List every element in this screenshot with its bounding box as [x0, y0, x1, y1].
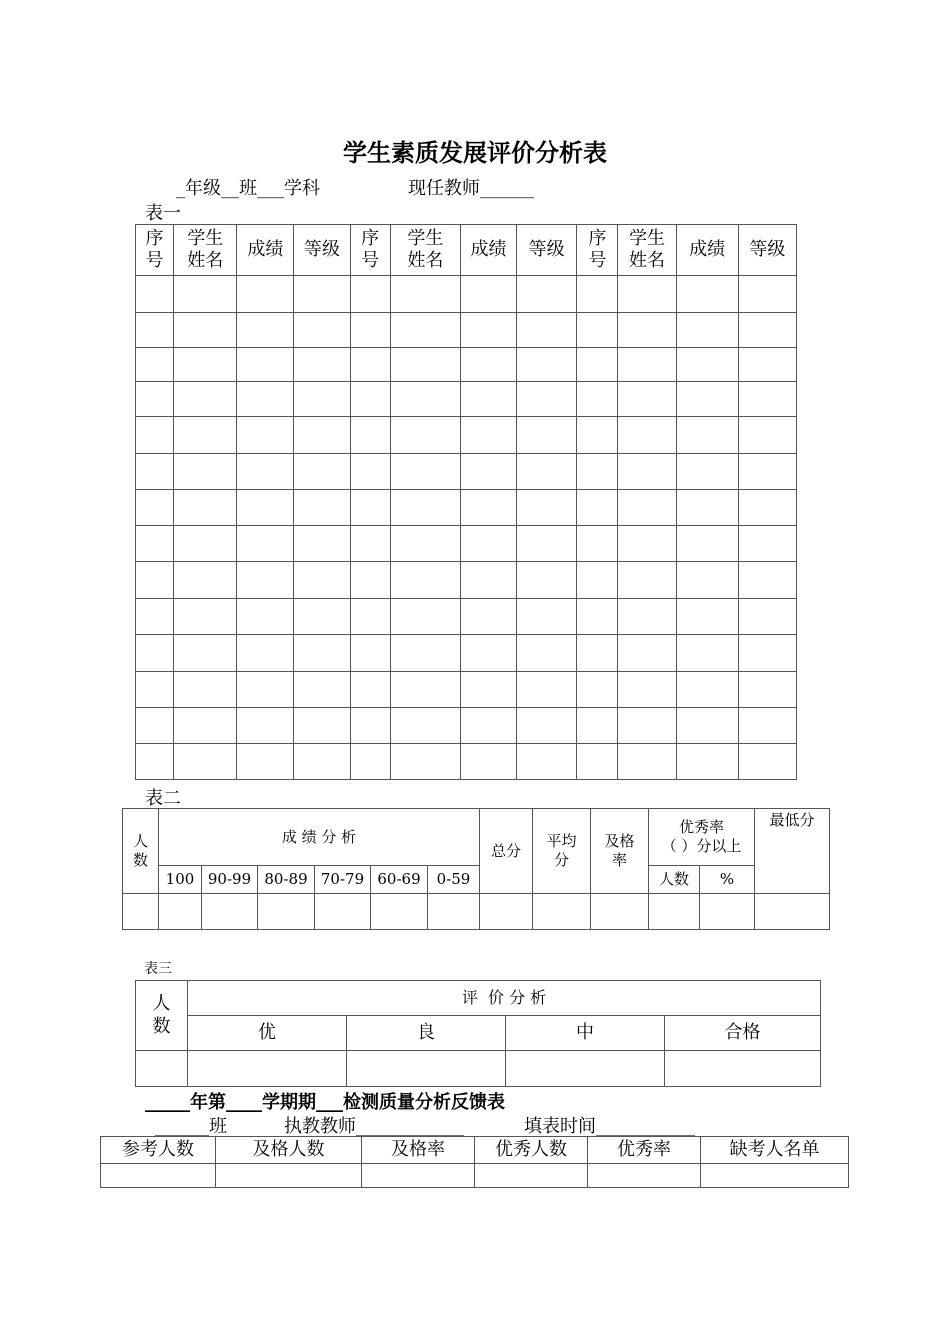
- score-analysis-table: [122, 808, 830, 930]
- input-cell[interactable]: [676, 526, 738, 562]
- input-cell[interactable]: [237, 526, 294, 562]
- input-cell[interactable]: [517, 348, 577, 382]
- table-row: [136, 276, 797, 313]
- input-cell[interactable]: [460, 599, 516, 635]
- input-cell[interactable]: [136, 599, 174, 635]
- class-blank[interactable]: ______: [155, 1116, 209, 1137]
- input-cell[interactable]: [591, 894, 649, 930]
- table-row: [136, 313, 797, 348]
- input-cell[interactable]: [136, 672, 174, 708]
- header-absent-list: 缺考人名单: [701, 1137, 849, 1164]
- input-cell[interactable]: [390, 708, 460, 744]
- input-cell[interactable]: [237, 276, 294, 313]
- input-cell[interactable]: [676, 562, 738, 599]
- input-cell[interactable]: [618, 708, 676, 744]
- input-cell[interactable]: [517, 454, 577, 490]
- input-cell[interactable]: [136, 1051, 188, 1087]
- input-cell[interactable]: [174, 526, 237, 562]
- input-cell[interactable]: [350, 599, 390, 635]
- input-cell[interactable]: [188, 1051, 347, 1087]
- term-blank[interactable]: ____: [226, 1092, 262, 1113]
- input-cell[interactable]: [577, 562, 618, 599]
- col-header-grade: 等级: [294, 225, 350, 276]
- input-cell[interactable]: [390, 635, 460, 672]
- input-cell[interactable]: [460, 382, 516, 417]
- input-cell[interactable]: [676, 635, 738, 672]
- table3-input-row: [136, 1051, 821, 1087]
- input-cell[interactable]: [676, 417, 738, 454]
- input-cell[interactable]: [577, 599, 618, 635]
- feedback-teacher-info: 执教教师____________: [284, 1116, 464, 1137]
- input-cell[interactable]: [676, 672, 738, 708]
- input-cell[interactable]: [738, 708, 796, 744]
- range-100: 100: [159, 866, 202, 894]
- teacher-label: 现任教师: [408, 178, 480, 199]
- input-cell[interactable]: [517, 382, 577, 417]
- input-cell[interactable]: [362, 1164, 475, 1188]
- input-cell[interactable]: [738, 562, 796, 599]
- input-cell[interactable]: [258, 894, 315, 930]
- table-row: [136, 599, 797, 635]
- input-cell[interactable]: [136, 490, 174, 526]
- input-cell[interactable]: [738, 526, 796, 562]
- header-pass-count: 及格人数: [216, 1137, 362, 1164]
- input-cell[interactable]: [350, 276, 390, 313]
- input-cell[interactable]: [480, 894, 533, 930]
- input-cell[interactable]: [618, 526, 676, 562]
- input-cell[interactable]: [517, 562, 577, 599]
- col-header-grade: 等级: [517, 225, 577, 276]
- input-cell[interactable]: [428, 894, 480, 930]
- header-excellent-rate: 优秀率: [588, 1137, 701, 1164]
- input-cell[interactable]: [517, 708, 577, 744]
- input-cell[interactable]: [577, 744, 618, 780]
- input-cell[interactable]: [390, 382, 460, 417]
- input-cell[interactable]: [390, 313, 460, 348]
- input-cell[interactable]: [237, 382, 294, 417]
- input-cell[interactable]: [577, 672, 618, 708]
- evaluation-header: 评 价 分 析: [188, 981, 821, 1016]
- pass-rate-header: 及格率: [591, 809, 649, 894]
- input-cell[interactable]: [517, 635, 577, 672]
- year-blank[interactable]: _____: [145, 1092, 190, 1113]
- feedback-fill-time: 填表时间___________: [524, 1116, 695, 1137]
- table-row: [136, 417, 797, 454]
- input-cell[interactable]: [390, 490, 460, 526]
- table2-label: 表二: [145, 788, 181, 809]
- input-cell[interactable]: [350, 672, 390, 708]
- input-cell[interactable]: [577, 454, 618, 490]
- level-excellent: 优: [188, 1016, 347, 1051]
- col-header-name: 学生姓名: [390, 225, 460, 276]
- input-cell[interactable]: [174, 599, 237, 635]
- input-cell[interactable]: [390, 417, 460, 454]
- input-cell[interactable]: [237, 708, 294, 744]
- input-cell[interactable]: [588, 1164, 701, 1188]
- people-count-header: 人数: [123, 809, 159, 894]
- table-row: [136, 562, 797, 599]
- teacher-blank[interactable]: ____________: [356, 1116, 464, 1137]
- excellent-threshold-blank[interactable]: （ ）分以上: [661, 837, 742, 855]
- input-cell[interactable]: [136, 562, 174, 599]
- input-cell[interactable]: [460, 526, 516, 562]
- input-cell[interactable]: [237, 562, 294, 599]
- input-cell[interactable]: [136, 635, 174, 672]
- input-cell[interactable]: [237, 490, 294, 526]
- feedback-title: _____年第____学期期___检测质量分析反馈表: [145, 1092, 505, 1113]
- table-row: [136, 672, 797, 708]
- input-cell[interactable]: [460, 348, 516, 382]
- table-row: [136, 382, 797, 417]
- input-cell[interactable]: [390, 526, 460, 562]
- input-cell[interactable]: [294, 562, 350, 599]
- input-cell[interactable]: [460, 454, 516, 490]
- input-cell[interactable]: [174, 744, 237, 780]
- input-cell[interactable]: [136, 417, 174, 454]
- input-cell[interactable]: [350, 635, 390, 672]
- input-cell[interactable]: [577, 348, 618, 382]
- input-cell[interactable]: [237, 744, 294, 780]
- level-pass: 合格: [665, 1016, 821, 1051]
- input-cell[interactable]: [460, 417, 516, 454]
- input-cell[interactable]: [460, 276, 516, 313]
- input-cell[interactable]: [294, 526, 350, 562]
- input-cell[interactable]: [577, 417, 618, 454]
- range-80-89: 80-89: [258, 866, 315, 894]
- header-excellent-count: 优秀人数: [475, 1137, 588, 1164]
- input-cell[interactable]: [577, 313, 618, 348]
- input-cell[interactable]: [533, 894, 591, 930]
- input-cell[interactable]: [294, 313, 350, 348]
- input-cell[interactable]: [390, 276, 460, 313]
- table2-input-row: [123, 894, 830, 930]
- input-cell[interactable]: [237, 454, 294, 490]
- input-cell[interactable]: [460, 313, 516, 348]
- input-cell[interactable]: [174, 708, 237, 744]
- input-cell[interactable]: [738, 454, 796, 490]
- input-cell[interactable]: [174, 672, 237, 708]
- input-cell[interactable]: [350, 708, 390, 744]
- input-cell[interactable]: [700, 894, 755, 930]
- input-cell[interactable]: [390, 454, 460, 490]
- feedback-table: [100, 1136, 849, 1188]
- input-cell[interactable]: [350, 526, 390, 562]
- input-cell[interactable]: [174, 490, 237, 526]
- table-row: [136, 454, 797, 490]
- input-cell[interactable]: [237, 635, 294, 672]
- range-60-69: 60-69: [371, 866, 428, 894]
- input-cell[interactable]: [517, 672, 577, 708]
- input-cell[interactable]: [676, 382, 738, 417]
- input-cell[interactable]: [136, 382, 174, 417]
- grade-label: 年级: [185, 178, 221, 199]
- input-cell[interactable]: [618, 562, 676, 599]
- input-cell[interactable]: [294, 599, 350, 635]
- col-header-score: 成绩: [676, 225, 738, 276]
- input-cell[interactable]: [618, 744, 676, 780]
- input-cell[interactable]: [738, 672, 796, 708]
- input-cell[interactable]: [517, 744, 577, 780]
- input-cell[interactable]: [294, 276, 350, 313]
- input-cell[interactable]: [676, 744, 738, 780]
- input-cell[interactable]: [390, 348, 460, 382]
- input-cell[interactable]: [101, 1164, 216, 1188]
- input-cell[interactable]: [517, 313, 577, 348]
- input-cell[interactable]: [294, 490, 350, 526]
- input-cell[interactable]: [676, 276, 738, 313]
- input-cell[interactable]: [136, 454, 174, 490]
- input-cell[interactable]: [390, 599, 460, 635]
- people-count-header: 人数: [136, 981, 188, 1051]
- input-cell[interactable]: [460, 744, 516, 780]
- input-cell[interactable]: [174, 276, 237, 313]
- input-cell[interactable]: [294, 348, 350, 382]
- input-cell[interactable]: [676, 708, 738, 744]
- input-cell[interactable]: [577, 382, 618, 417]
- input-cell[interactable]: [174, 635, 237, 672]
- col-header-index: 序号: [577, 225, 618, 276]
- input-cell[interactable]: [701, 1164, 849, 1188]
- level-good: 良: [347, 1016, 506, 1051]
- total-score-header: 总分: [480, 809, 533, 894]
- feedback-class-info: ______班: [155, 1116, 227, 1137]
- input-cell[interactable]: [618, 454, 676, 490]
- input-cell[interactable]: [294, 382, 350, 417]
- input-cell[interactable]: [738, 276, 796, 313]
- input-cell[interactable]: [676, 313, 738, 348]
- input-cell[interactable]: [517, 599, 577, 635]
- input-cell[interactable]: [618, 417, 676, 454]
- input-cell[interactable]: [237, 417, 294, 454]
- col-header-name: 学生姓名: [618, 225, 676, 276]
- input-cell[interactable]: [294, 744, 350, 780]
- input-cell[interactable]: [294, 454, 350, 490]
- input-cell[interactable]: [237, 348, 294, 382]
- input-cell[interactable]: [738, 599, 796, 635]
- student-score-table: [135, 224, 797, 780]
- table-row: [136, 708, 797, 744]
- input-cell[interactable]: [755, 894, 830, 930]
- subject-blank[interactable]: ___: [257, 178, 284, 199]
- input-cell[interactable]: [136, 708, 174, 744]
- input-cell[interactable]: [577, 635, 618, 672]
- input-cell[interactable]: [738, 490, 796, 526]
- fill-time-blank[interactable]: ___________: [596, 1116, 695, 1137]
- input-cell[interactable]: [460, 562, 516, 599]
- input-cell[interactable]: [618, 382, 676, 417]
- col-header-score: 成绩: [460, 225, 516, 276]
- input-cell[interactable]: [577, 708, 618, 744]
- input-cell[interactable]: [618, 276, 676, 313]
- input-cell[interactable]: [159, 894, 202, 930]
- class-label: 班: [239, 178, 257, 199]
- input-cell[interactable]: [315, 894, 371, 930]
- input-cell[interactable]: [350, 313, 390, 348]
- input-cell[interactable]: [350, 562, 390, 599]
- input-cell[interactable]: [350, 454, 390, 490]
- page-title: 学生素质发展评价分析表: [343, 139, 607, 167]
- table-row: [136, 744, 797, 780]
- input-cell[interactable]: [649, 894, 700, 930]
- input-cell[interactable]: [738, 635, 796, 672]
- input-cell[interactable]: [460, 635, 516, 672]
- input-cell[interactable]: [390, 562, 460, 599]
- input-cell[interactable]: [294, 417, 350, 454]
- input-cell[interactable]: [665, 1051, 821, 1087]
- input-cell[interactable]: [237, 313, 294, 348]
- input-cell[interactable]: [475, 1164, 588, 1188]
- table-row: [136, 348, 797, 382]
- input-cell[interactable]: [174, 348, 237, 382]
- input-cell[interactable]: [517, 417, 577, 454]
- input-cell[interactable]: [460, 708, 516, 744]
- exam-blank[interactable]: ___: [316, 1092, 343, 1113]
- range-70-79: 70-79: [315, 866, 371, 894]
- input-cell[interactable]: [676, 348, 738, 382]
- input-cell[interactable]: [350, 744, 390, 780]
- input-cell[interactable]: [618, 313, 676, 348]
- input-cell[interactable]: [174, 382, 237, 417]
- grade-blank[interactable]: _: [176, 178, 185, 199]
- col-header-grade: 等级: [738, 225, 796, 276]
- excellent-percent-header: %: [700, 866, 755, 894]
- class-info-line: [176, 174, 320, 200]
- input-cell[interactable]: [517, 276, 577, 313]
- input-cell[interactable]: [517, 490, 577, 526]
- input-cell[interactable]: [618, 490, 676, 526]
- input-cell[interactable]: [174, 454, 237, 490]
- level-medium: 中: [506, 1016, 665, 1051]
- input-cell[interactable]: [676, 454, 738, 490]
- input-cell[interactable]: [460, 672, 516, 708]
- score-analysis-header: 成 绩 分 析: [159, 809, 480, 866]
- input-cell[interactable]: [618, 635, 676, 672]
- input-cell[interactable]: [676, 599, 738, 635]
- header-pass-rate: 及格率: [362, 1137, 475, 1164]
- table1-header-row: [136, 225, 797, 276]
- input-cell[interactable]: [738, 382, 796, 417]
- input-cell[interactable]: [237, 672, 294, 708]
- input-cell[interactable]: [390, 744, 460, 780]
- table-row: [136, 635, 797, 672]
- col-header-index: 序号: [136, 225, 174, 276]
- range-0-59: 0-59: [428, 866, 480, 894]
- average-score-header: 平均分: [533, 809, 591, 894]
- input-cell[interactable]: [202, 894, 258, 930]
- feedback-input-row: [101, 1164, 849, 1188]
- input-cell[interactable]: [506, 1051, 665, 1087]
- input-cell[interactable]: [216, 1164, 362, 1188]
- input-cell[interactable]: [390, 672, 460, 708]
- evaluation-table: [135, 980, 821, 1087]
- col-header-score: 成绩: [237, 225, 294, 276]
- input-cell[interactable]: [136, 526, 174, 562]
- input-cell[interactable]: [676, 490, 738, 526]
- teacher-info: [408, 174, 534, 200]
- table1-label: 表一: [145, 203, 181, 224]
- input-cell[interactable]: [350, 348, 390, 382]
- input-cell[interactable]: [577, 276, 618, 313]
- input-cell[interactable]: [174, 417, 237, 454]
- input-cell[interactable]: [136, 744, 174, 780]
- input-cell[interactable]: [618, 672, 676, 708]
- input-cell[interactable]: [174, 313, 237, 348]
- input-cell[interactable]: [517, 526, 577, 562]
- input-cell[interactable]: [738, 348, 796, 382]
- input-cell[interactable]: [347, 1051, 506, 1087]
- excellent-rate-header: 优秀率 （ ）分以上: [649, 809, 755, 866]
- input-cell[interactable]: [136, 276, 174, 313]
- col-header-name: 学生姓名: [174, 225, 237, 276]
- input-cell[interactable]: [618, 348, 676, 382]
- table-row: [136, 490, 797, 526]
- teacher-blank[interactable]: ______: [480, 178, 534, 199]
- input-cell[interactable]: [294, 635, 350, 672]
- input-cell[interactable]: [136, 313, 174, 348]
- subject-label: 学科: [284, 178, 320, 199]
- range-90-99: 90-99: [202, 866, 258, 894]
- input-cell[interactable]: [618, 599, 676, 635]
- input-cell[interactable]: [136, 348, 174, 382]
- input-cell[interactable]: [460, 490, 516, 526]
- input-cell[interactable]: [371, 894, 428, 930]
- input-cell[interactable]: [577, 490, 618, 526]
- input-cell[interactable]: [294, 672, 350, 708]
- header-participants: 参考人数: [101, 1137, 216, 1164]
- input-cell[interactable]: [123, 894, 159, 930]
- input-cell[interactable]: [174, 562, 237, 599]
- input-cell[interactable]: [350, 382, 390, 417]
- input-cell[interactable]: [350, 490, 390, 526]
- table-row: [136, 526, 797, 562]
- input-cell[interactable]: [350, 417, 390, 454]
- input-cell[interactable]: [738, 417, 796, 454]
- lowest-score-header: 最低分: [755, 809, 830, 894]
- class-blank[interactable]: __: [221, 178, 239, 199]
- input-cell[interactable]: [738, 313, 796, 348]
- input-cell[interactable]: [294, 708, 350, 744]
- input-cell[interactable]: [577, 526, 618, 562]
- input-cell[interactable]: [237, 599, 294, 635]
- col-header-index: 序号: [350, 225, 390, 276]
- input-cell[interactable]: [738, 744, 796, 780]
- table3-label: 表三: [144, 961, 172, 977]
- excellent-people-header: 人数: [649, 866, 700, 894]
